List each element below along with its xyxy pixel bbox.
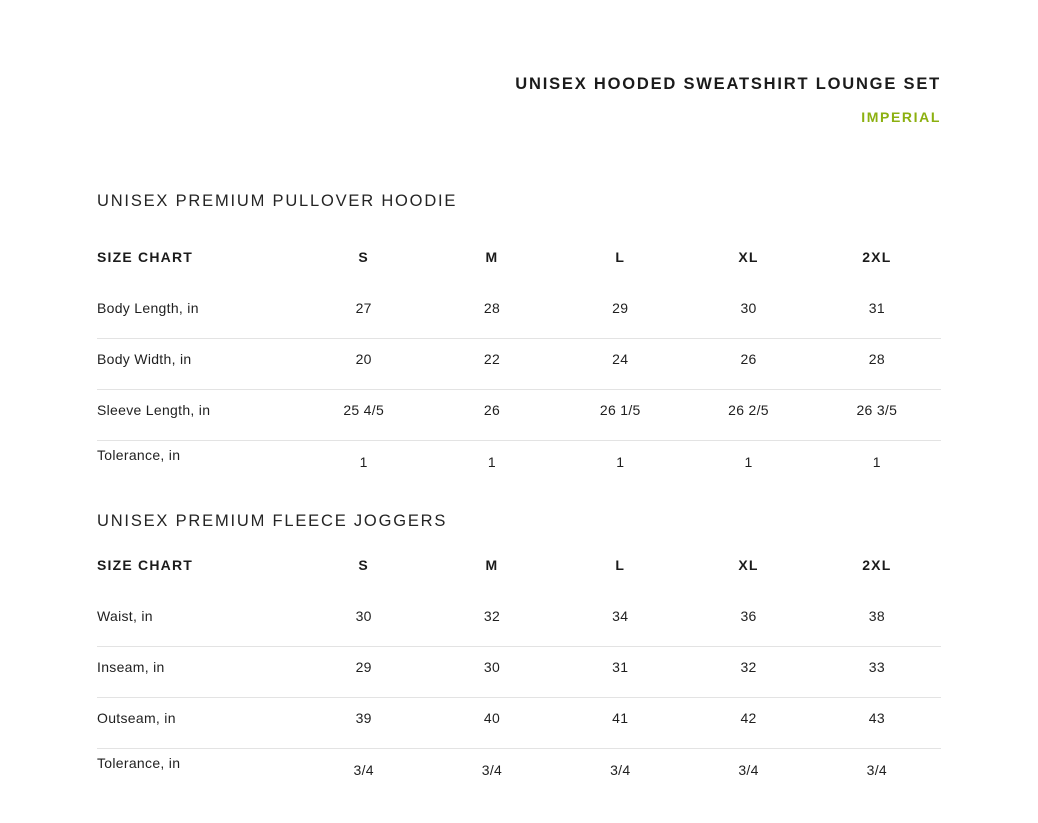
measurement-value: 26 1/5 [599,402,641,418]
size-chart-header-row [97,249,941,288]
measurement-value: 24 [612,351,629,367]
measurement-value: 31 [612,659,629,675]
measurement-row [97,288,941,339]
measurement-row [97,749,941,792]
size-column-header-s: S [358,557,369,573]
measurement-value: 1 [359,454,368,470]
size-chart-table-hoodie [97,249,941,483]
measurement-value: 42 [740,710,757,726]
units-toggle-imperial[interactable]: IMPERIAL [861,109,941,125]
measurement-value: 3/4 [353,762,374,778]
measurement-label: Waist, in [97,608,153,624]
measurement-value: 26 2/5 [728,402,769,418]
size-column-header-2xl: 2XL [862,249,892,265]
size-column-header-s: S [358,249,369,265]
measurement-value: 40 [483,710,501,726]
measurement-value: 28 [483,300,501,316]
measurement-value: 1 [744,454,753,470]
measurement-value: 25 4/5 [343,402,385,418]
measurement-value: 34 [612,608,629,624]
measurement-value: 36 [740,608,757,624]
section-heading-joggers: UNISEX PREMIUM FLEECE JOGGERS [97,512,448,530]
measurement-value: 26 [740,351,757,367]
size-column-header-2xl: 2XL [862,557,892,573]
measurement-value: 30 [740,300,757,316]
measurement-label: Tolerance, in [97,447,181,463]
measurement-value: 33 [868,659,885,675]
section-heading-hoodie: UNISEX PREMIUM PULLOVER HOODIE [97,192,458,210]
measurement-value: 1 [616,454,625,470]
measurement-row [97,698,941,749]
size-chart-table-joggers [97,557,941,791]
measurement-value: 3/4 [610,762,631,778]
measurement-value: 32 [740,659,757,675]
measurement-value: 3/4 [738,762,759,778]
measurement-value: 27 [355,300,372,316]
measurement-value: 31 [868,300,885,316]
measurement-value: 43 [868,710,885,726]
measurement-value: 29 [355,659,372,675]
measurement-value: 32 [483,608,501,624]
measurement-value: 29 [612,300,629,316]
measurement-label: Body Length, in [97,300,199,316]
size-chart-label: SIZE CHART [97,557,193,573]
measurement-value: 1 [487,454,497,470]
measurement-value: 3/4 [481,762,503,778]
measurement-value: 1 [872,454,881,470]
measurement-value: 38 [868,608,885,624]
measurement-row [97,647,941,698]
measurement-value: 30 [355,608,372,624]
measurement-value: 20 [355,351,372,367]
measurement-value: 28 [868,351,885,367]
size-column-header-m: M [485,557,499,573]
measurement-row [97,596,941,647]
measurement-value: 26 3/5 [856,402,898,418]
measurement-value: 26 [483,402,501,418]
measurement-label: Tolerance, in [97,755,181,771]
measurement-value: 39 [355,710,372,726]
size-column-header-l: L [615,557,626,573]
measurement-label: Outseam, in [97,710,176,726]
measurement-row [97,390,941,441]
page-title: UNISEX HOODED SWEATSHIRT LOUNGE SET [515,75,941,93]
measurement-label: Body Width, in [97,351,192,367]
measurement-value: 30 [483,659,501,675]
measurement-value: 41 [612,710,629,726]
size-column-header-xl: XL [738,557,759,573]
measurement-row [97,441,941,484]
size-chart-label: SIZE CHART [97,249,193,265]
measurement-row [97,339,941,390]
measurement-label: Sleeve Length, in [97,402,211,418]
measurement-value: 22 [483,351,501,367]
size-column-header-xl: XL [738,249,759,265]
page-header [97,74,941,127]
size-column-header-m: M [485,249,499,265]
size-chart-header-row [97,557,941,596]
measurement-value: 3/4 [866,762,888,778]
size-column-header-l: L [615,249,626,265]
measurement-label: Inseam, in [97,659,165,675]
